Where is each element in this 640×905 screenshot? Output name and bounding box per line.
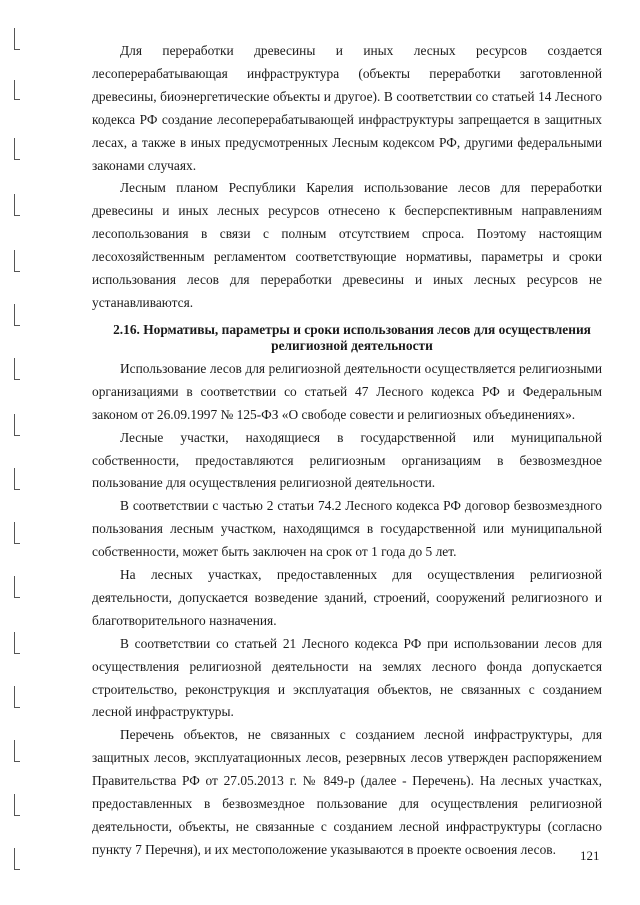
document-body [92, 40, 602, 862]
paragraph: В соответствии со статьей 21 Лесного кодекса РФ при использовании лесов для осуществления религиозной деятельности на землях лесного фонда допускается строительство, реконструкция и эксплуатация объектов, не связанных с созданием лесной инфраструктуры. [92, 635, 602, 720]
paragraph: Для переработки древесины и иных лесных ресурсов создается лесоперерабатывающая инфраструктура (объекты переработки заготовленной древесины, биоэнергетические объекты и другое). В соответствии со статьей 14 Лесного кодекса РФ создание лесоперерабатывающей инфраструктуры запрещается в защитных лесах, а также в иных предусмотренных Лесным кодексом РФ, другими федеральными законами случаях. [92, 43, 602, 173]
section-heading-line: религиозной деятельности [271, 337, 433, 353]
paragraph: В соответствии с частью 2 статьи 74.2 Лесного кодекса РФ договор безвозмездного пользования лесным участком, находящимся в государственной или муниципальной собственности, может быть заключен на срок от 1 года до 5 лет. [92, 498, 602, 560]
paragraph: Перечень объектов, не связанных с созданием лесной инфраструктуры, для защитных лесов, эксплуатационных лесов, резервных лесов утвержден распоряжением Правительства РФ от 27.05.2013 г. № 849-р (далее - Перечень). На лесных участках, предоставленных в безвозмездное пользование для осуществления религиозной деятельности, объекты, не связанные с созданием лесной инфраструктуры (согласно пункту 7 Перечня), и их местоположение указываются в проекте освоения лесов. [92, 727, 602, 857]
paragraph: Лесные участки, находящиеся в государственной или муниципальной собственности, предоставляются религиозным организациям в безвозмездное пользование для осуществления религиозной деятельности. [92, 429, 602, 491]
section-heading [92, 322, 602, 354]
paragraph: Лесным планом Республики Карелия использование лесов для переработки древесины и иных лесных ресурсов отнесено к бесперспективным направлениям лесопользования в связи с полным отсутствием спроса. Поэтому настоящим лесохозяйственным регламентом соответствующие нормативы, параметры и сроки использования лесов для переработки древесины и иных лесных ресурсов не устанавливаются. [92, 180, 602, 310]
page-number: 121 [580, 848, 600, 863]
paragraph: На лесных участках, предоставленных для осуществления религиозной деятельности, допускается возведение зданий, строений, сооружений религиозного и благотворительного назначения. [92, 567, 602, 628]
binding-margin-marks [14, 28, 26, 888]
paragraph: Использование лесов для религиозной деятельности осуществляется религиозными организациями в соответствии со статьей 47 Лесного кодекса РФ и Федеральным законом от 26.09.1997 № 125-ФЗ «О свободе совести и религиозных объединениях». [92, 360, 602, 422]
section-heading-line: 2.16. Нормативы, параметры и сроки использования лесов для осуществления [113, 321, 591, 337]
